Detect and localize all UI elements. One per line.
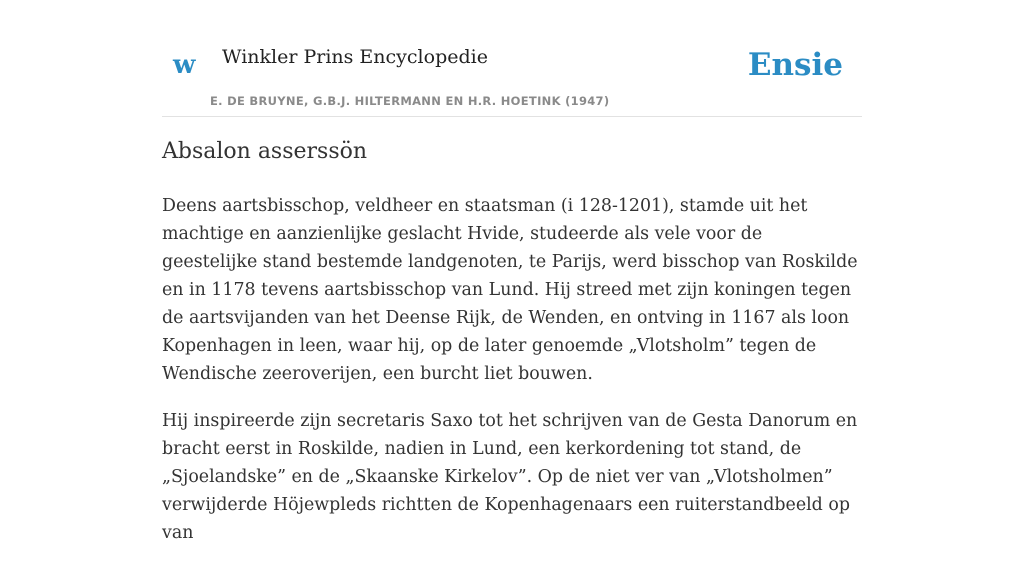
publication-authors: E. DE BRUYNE, G.B.J. HILTERMANN EN H.R. HOETINK (1947)	[210, 94, 610, 108]
article-body	[162, 192, 862, 566]
publication-title[interactable]: Winkler Prins Encyclopedie	[222, 46, 488, 68]
publication-logo[interactable]: w	[173, 50, 196, 80]
brand-logo[interactable]: Ensie	[747, 47, 843, 83]
article-title: Absalon asserssön	[162, 139, 368, 164]
article-paragraph: Deens aartsbisschop, veldheer en staatsman (i 128-1201), stamde uit het machtige en aanzienlijke geslacht Hvide, studeerde als vele voor de geestelijke stand bestemde landgenoten, te Parijs, werd bisschop van Roskilde en in 1178 tevens aartsbisschop van Lund. Hij streed met zijn koningen tegen de aartsvijanden van het Deense Rijk, de Wenden, en ontving in 1167 als loon Kopenhagen in leen, waar hij, op de later genoemde „Vlotsholm” tegen de Wendische zeeroverijen, een burcht liet bouwen.	[162, 196, 858, 384]
site-header	[162, 0, 862, 117]
article-paragraph: Hij inspireerde zijn secretaris Saxo tot het schrijven van de Gesta Danorum en bracht eerst in Roskilde, nadien in Lund, een kerkordening tot stand, de „Sjoelandske” en de „Skaanske Kirkelov”. Op de niet ver van „Vlotsholmen” verwijderde Höjewpleds richtten de Kopenhagenaars een ruiterstandbeeld op van	[162, 411, 858, 543]
